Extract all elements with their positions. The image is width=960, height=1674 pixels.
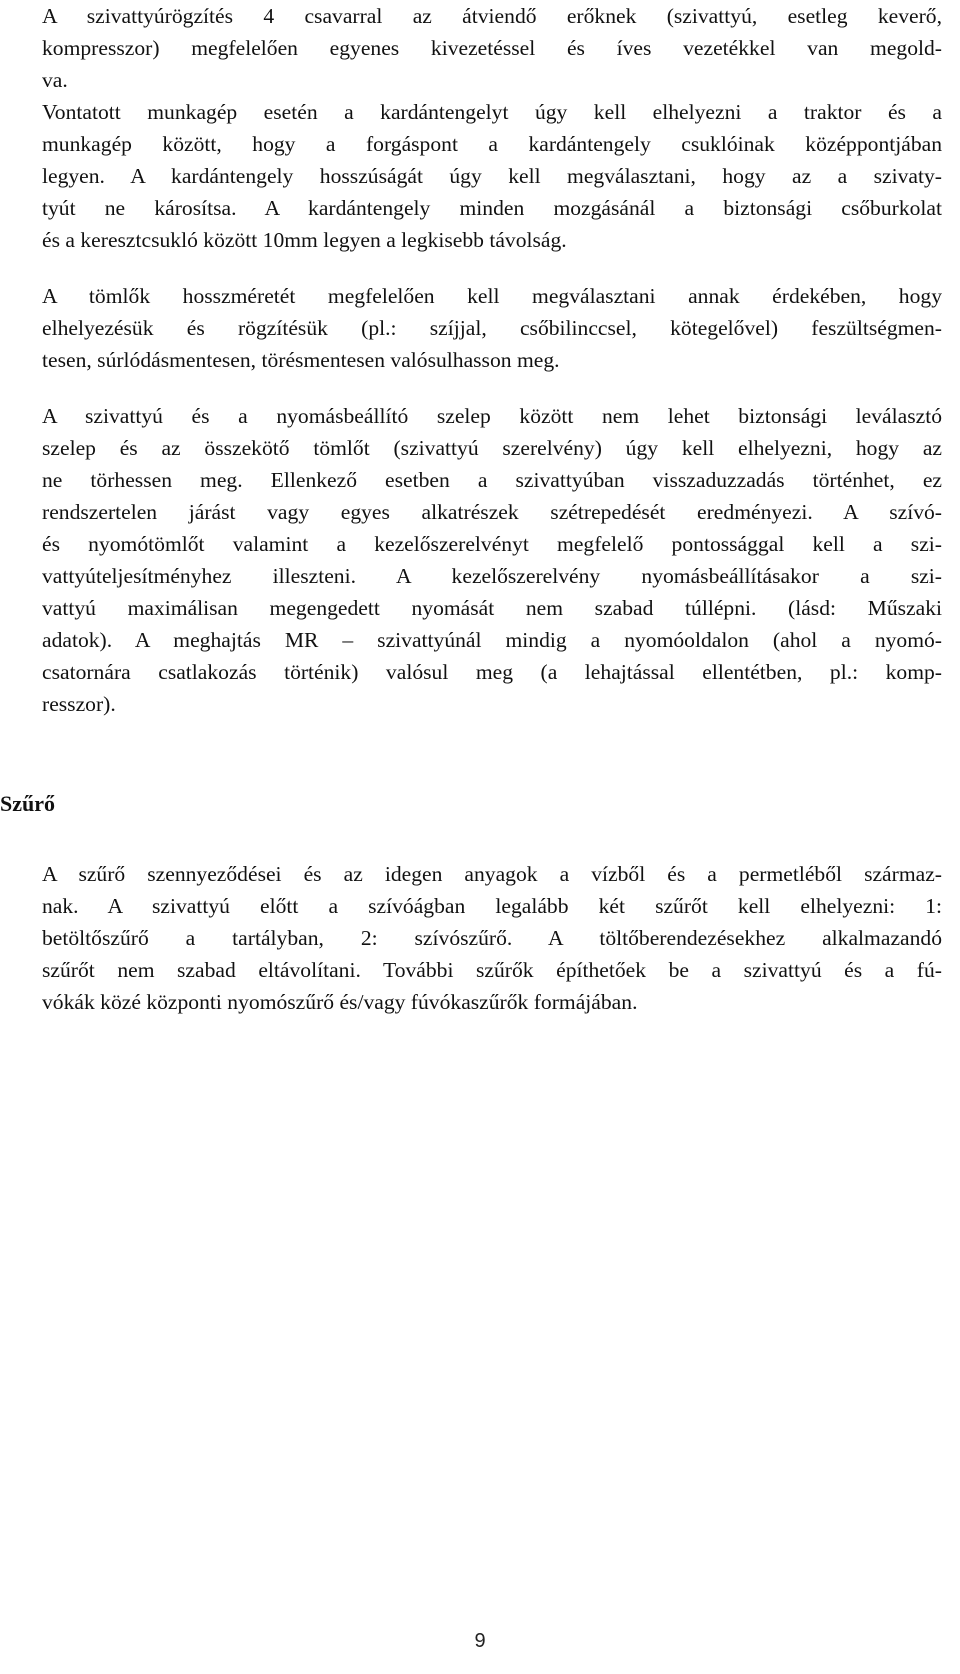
text-line: nak. A szivattyú előtt a szívóágban legalább két szűrőt kell elhelyezni: 1: — [42, 894, 942, 918]
text-line: csatornára csatlakozás történik) valósul meg (a lehajtással ellentétben, pl.: komp- — [42, 660, 942, 684]
text-line: kompresszor) megfelelően egyenes kivezetéssel és íves vezetékkel van megold- — [42, 36, 942, 60]
paragraph-filter — [42, 858, 942, 1018]
text-line: elhelyezésük és rögzítésük (pl.: szíjjal, csőbilinccsel, kötegelővel) feszültségmen- — [42, 316, 942, 340]
paragraph-hoses — [42, 280, 942, 376]
text-line: és a keresztcsukló között 10mm legyen a legkisebb távolság. — [42, 228, 567, 252]
text-line: szelep és az összekötő tömlőt (szivattyú szerelvény) úgy kell elhelyezni, hogy az — [42, 436, 942, 460]
section-heading-filter: Szűrő — [0, 791, 55, 816]
text-line: A szivattyú és a nyomásbeállító szelep között nem lehet biztonsági leválasztó — [42, 404, 942, 428]
text-line: A szivattyúrögzítés 4 csavarral az átviendő erőknek (szivattyú, esetleg keverő, — [42, 4, 942, 28]
text-line: munkagép között, hogy a forgáspont a kardántengely csuklóinak középpontjában — [42, 132, 942, 156]
paragraph-pump-mounting — [42, 0, 942, 256]
text-line: és nyomótömlőt valamint a kezelőszerelvényt megfelelő pontossággal kell a szi- — [42, 532, 942, 556]
text-line: adatok). A meghajtás MR – szivattyúnál mindig a nyomóoldalon (ahol a nyomó- — [42, 628, 942, 652]
text-line: tesen, súrlódásmentesen, törésmentesen valósulhasson meg. — [42, 348, 560, 372]
paragraph-pressure-valve — [42, 400, 942, 720]
text-line: szűrőt nem szabad eltávolítani. További szűrők építhetőek be a szivattyú és a fú- — [42, 958, 942, 982]
text-line: ne törhessen meg. Ellenkező esetben a szivattyúban visszaduzzadás történhet, ez — [42, 468, 942, 492]
text-line: va. — [42, 68, 68, 92]
text-line: tyút ne károsítsa. A kardántengely minden mozgásánál a biztonsági csőburkolat — [42, 196, 942, 220]
text-line: A szűrő szennyeződései és az idegen anyagok a vízből és a permetléből származ- — [42, 862, 942, 886]
text-line: resszor). — [42, 692, 116, 716]
text-line: legyen. A kardántengely hosszúságát úgy kell megválasztani, hogy az a szivaty- — [42, 164, 942, 188]
text-line: Vontatott munkagép esetén a kardántengelyt úgy kell elhelyezni a traktor és a — [42, 100, 942, 124]
text-line: A tömlők hosszméretét megfelelően kell megválasztani annak érdekében, hogy — [42, 284, 942, 308]
text-line: vattyú maximálisan megengedett nyomását nem szabad túllépni. (lásd: Műszaki — [42, 596, 942, 620]
text-line: vattyúteljesítményhez illeszteni. A kezelőszerelvény nyomásbeállításakor a szi- — [42, 564, 942, 588]
page-number: 9 — [474, 1630, 486, 1652]
text-line: rendszertelen járást vagy egyes alkatrészek szétrepedését eredményezi. A szívó- — [42, 500, 942, 524]
document-page — [42, 0, 942, 720]
text-line: vókák közé központi nyomószűrő és/vagy fúvókaszűrők formájában. — [42, 990, 638, 1014]
text-line: betöltőszűrő a tartályban, 2: szívószűrő. A töltőberendezésekhez alkalmazandó — [42, 926, 942, 950]
